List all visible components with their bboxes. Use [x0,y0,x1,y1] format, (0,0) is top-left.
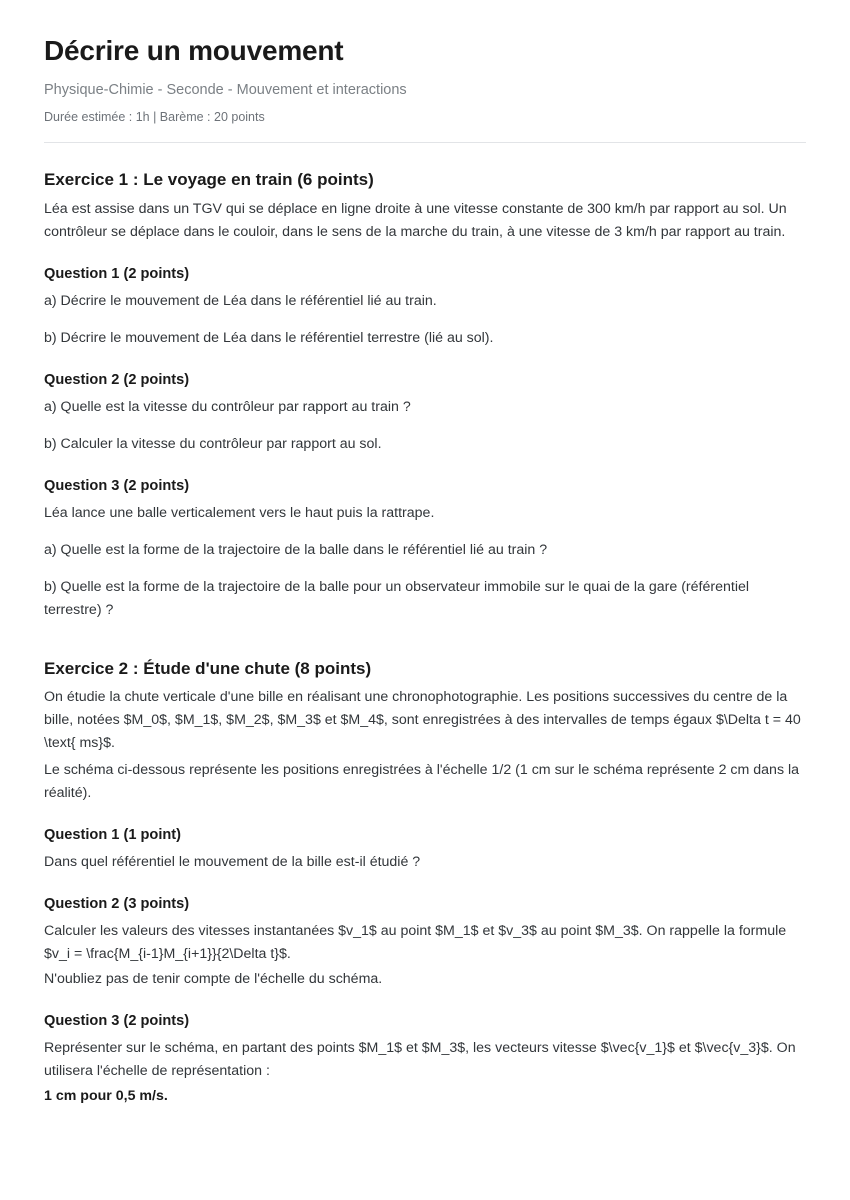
exercise-1-question-3 [44,478,806,622]
exercise-1-title: Exercice 1 : Le voyage en train (6 points) [44,169,374,189]
question-title: Question 3 (2 points) [44,1013,190,1030]
question-title: Question 1 (2 points) [44,265,190,282]
scale-emphasis: 1 cm pour 0,5 m/s. [44,1088,168,1105]
exercise-spacer [44,628,806,658]
question-line: b) Calculer la vitesse du contrôleur par rapport au sol. [44,435,382,452]
question-line-emphasis [44,1085,806,1108]
question-line: b) Quelle est la forme de la trajectoire de la balle pour un observateur immobile sur le quai de la gare (référentiel terrestre) ? [44,578,750,618]
exercise-2-question-2 [44,896,806,991]
question-line: a) Décrire le mouvement de Léa dans le référentiel lié au train. [44,292,437,309]
exercise-1-intro: Léa est assise dans un TGV qui se déplace en ligne droite à une vitesse constante de 300 km/h par rapport au sol. Un contrôleur se déplace dans le couloir, dans le sens de la marche du train, à une vitesse de 3 km/h par rapport au train. [44,200,787,240]
exercise-2-intro: On étudie la chute verticale d'une bille en réalisant une chronophotographie. Les positions successives du centre de la bille, notées $M_0$, $M_1$, $M_2$, $M_3$ et $M_4$, sont enregistrées à des intervalles de temps égaux $\Delta t = 40 \text{ ms}$. [44,689,801,752]
question-line: N'oubliez pas de tenir compte de l'échelle du schéma. [44,971,383,988]
question-line: b) Décrire le mouvement de Léa dans le référentiel terrestre (lié au sol). [44,329,494,346]
question-line: a) Quelle est la vitesse du contrôleur par rapport au train ? [44,398,411,415]
question-line: Dans quel référentiel le mouvement de la bille est-il étudié ? [44,854,421,871]
question-title: Question 2 (2 points) [44,371,190,388]
header-divider [44,142,806,143]
page-title: Décrire un mouvement [44,35,344,66]
question-line: Calculer les valeurs des vitesses instantanées $v_1$ au point $M_1$ et $v_3$ au point $M_3$. On rappelle la formule $v_i = \frac{M_{i-1}M_{i+1}}{2\Delta t}$. [44,923,787,963]
question-title: Question 1 (1 point) [44,827,182,844]
exercise-2 [44,658,806,1109]
question-line: a) Quelle est la forme de la trajectoire de la balle dans le référentiel lié au train ? [44,541,548,558]
page-subtitle: Physique-Chimie - Seconde - Mouvement et interactions [44,81,407,98]
exercise-2-intro-2: Le schéma ci-dessous représente les positions enregistrées à l'échelle 1/2 (1 cm sur le schéma représente 2 cm dans la réalité). [44,762,800,802]
exercise-2-question-1 [44,827,806,874]
exercise-2-title: Exercice 2 : Étude d'une chute (8 points) [44,658,372,678]
exercise-1-question-1 [44,266,806,350]
question-title: Question 3 (2 points) [44,477,190,494]
question-line: Léa lance une balle verticalement vers le haut puis la rattrape. [44,504,435,521]
exercise-1 [44,169,806,622]
page-meta: Durée estimée : 1h | Barème : 20 points [44,109,265,124]
question-line: Représenter sur le schéma, en partant des points $M_1$ et $M_3$, les vecteurs vitesse $\vec{v_1}$ et $\vec{v_3}$. On utilisera l'échelle de représentation : [44,1040,796,1080]
exercise-2-question-3 [44,1013,806,1108]
question-title: Question 2 (3 points) [44,896,190,913]
exercise-1-question-2 [44,372,806,456]
